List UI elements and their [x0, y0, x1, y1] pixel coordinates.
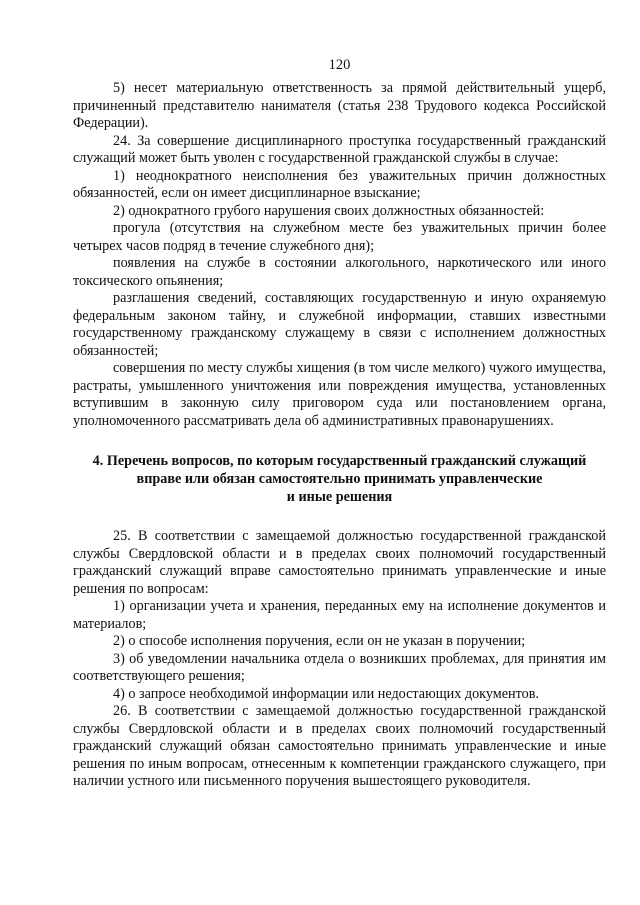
section-4-heading-line: и иные решения: [286, 489, 393, 505]
paragraph-intoxication: появления на службе в состоянии алкогольного, наркотического или иного токсического опьянения;: [73, 255, 606, 289]
paragraph-24-item-2: 2) однократного грубого нарушения своих должностных обязанностей:: [113, 202, 545, 219]
paragraph-25-item-1: 1) организации учета и хранения, переданных ему на исполнение документов и материалов;: [73, 598, 606, 632]
paragraph-25-item-4: 4) о запросе необходимой информации или недостающих документов.: [113, 685, 539, 702]
paragraph-item-5: 5) несет материальную ответственность за прямой действительный ущерб, причиненный представителю нанимателя (статья 238 Трудового кодекса Российской Федерации).: [73, 80, 606, 131]
paragraph-25-item-2: 2) о способе исполнения поручения, если он не указан в поручении;: [113, 633, 526, 649]
paragraph-absence: прогула (отсутствия на служебном месте без уважительных причин более четырех часов подряд в течение служебного дня);: [73, 220, 606, 254]
paragraph-25-item-3: 3) об уведомлении начальника отдела о возникших проблемах, для принятия им соответствующего решения;: [73, 650, 606, 684]
page-number: 120: [328, 57, 351, 73]
paragraph-25: 25. В соответствии с замещаемой должностью государственной гражданской службы Свердловской области и в пределах своих полномочий государственный гражданский служащий вправе самостоятельно принимать управленческие и иные решения по вопросам:: [73, 528, 606, 597]
paragraph-disclosure: разглашения сведений, составляющих государственную и иную охраняемую федеральным законом тайну, и служебной информации, ставших известными государственному гражданскому служащему в связи с исполнением должностных обязанностей;: [73, 290, 606, 359]
paragraph-24-item-1: 1) неоднократного неисполнения без уважительных причин должностных обязанностей, если он имеет дисциплинарное взыскание;: [73, 167, 606, 201]
section-4-heading: [73, 452, 606, 506]
paragraph-26: 26. В соответствии с замещаемой должностью государственной гражданской службы Свердловской области и в пределах своих полномочий государственный гражданский служащий обязан самостоятельно принимать управленческие и иные решения по иным вопросам, отнесенным к компетенции гражданского служащего, при наличии устного или письменного поручения вышестоящего руководителя.: [73, 703, 606, 789]
document-body: [73, 80, 606, 791]
paragraph-24: 24. За совершение дисциплинарного проступка государственный гражданский служащий может быть уволен с государственной гражданской службы в случае:: [73, 132, 606, 166]
section-4-heading-line: 4. Перечень вопросов, по которым государственный гражданский служащий: [92, 453, 587, 469]
section-4-heading-line: вправе или обязан самостоятельно принимать управленческие: [136, 471, 543, 487]
paragraph-theft: совершения по месту службы хищения (в том числе мелкого) чужого имущества, растраты, умышленного уничтожения или повреждения имущества, установленных вступившим в законную силу приговором суда или постановлением органа, уполномоченного рассматривать дела об административных правонарушениях.: [73, 360, 606, 429]
